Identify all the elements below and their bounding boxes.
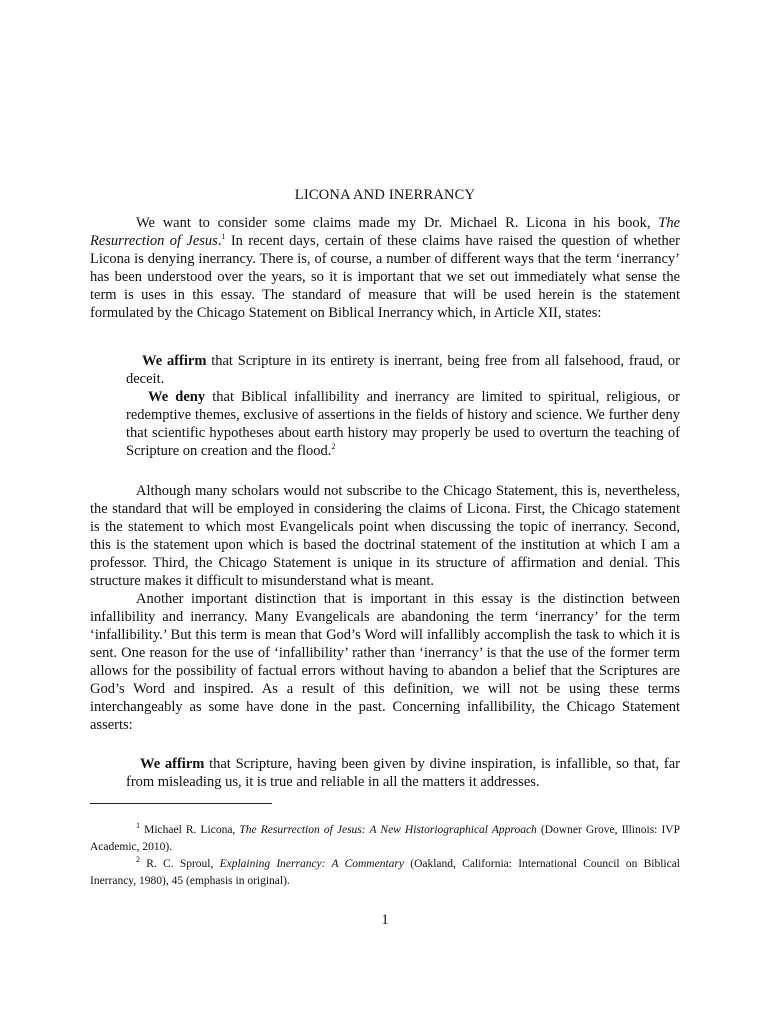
page-title: LICONA AND INERRANCY [294, 187, 476, 203]
block-quote-1 [126, 352, 680, 460]
footnote-2 [90, 856, 680, 890]
paragraphs-2-3 [90, 482, 680, 734]
footnote-1-title: The Resurrection of Jesus: A New Historiographical Approach [239, 824, 537, 836]
page-number: 1 [381, 912, 389, 928]
footnote-2-title: Explaining Inerrancy: A Commentary [219, 858, 404, 870]
footnote-ref-1[interactable]: 1 [221, 232, 226, 242]
paragraph-2: Although many scholars would not subscribe to the Chicago Statement, this is, nevertheless, the standard that will be employed in considering the claims of Licona. First, the Chicago statement is the statement to which most Evangelicals point when discussing the topic of inerrancy. Second, this is the statement upon which is based the doctrinal statement of the institution at which I am a professor. Third, the Chicago Statement is unique in its structure of affirmation and denial. This structure makes it difficult to misunderstand what is meant. [90, 483, 680, 589]
footnote-1-number: 1 [136, 821, 140, 831]
footnote-1-text-b: (Downer Grove, Illinois: IVP Academic, 2010). [90, 824, 680, 853]
para1-text-c: In recent days, certain of these claims have raised the question of whether Licona is denying inerrancy. There is, of course, a number of different ways that the term ‘inerrancy’ has been understood over the years, so it is important that we set out immediately what sense the term is uses in this essay. The standard of measure that will be used herein is the statement formulated by the Chicago Statement on Biblical Inerrancy which, in Article XII, states: [90, 233, 680, 321]
footnote-2-text-a: R. C. Sproul, [140, 858, 220, 870]
affirm-label-2: We affirm [140, 756, 205, 772]
affirm-text: that Scripture in its entirety is inerrant, being free from all falsehood, fraud, or deceit. [126, 353, 680, 387]
para1-text-a: We want to consider some claims made my Dr. Michael R. Licona in his book, [136, 215, 659, 231]
block-quote-2 [126, 755, 680, 791]
para1-period: . [217, 233, 222, 249]
footnote-divider [90, 803, 272, 804]
deny-label: We deny [148, 389, 206, 405]
affirm-text-2: that Scripture, having been given by divine inspiration, is infallible, so that, far from misleading us, it is true and reliable in all the matters it addresses. [126, 756, 681, 790]
footnote-ref-2[interactable]: 2 [331, 442, 336, 452]
footnote-1 [90, 822, 680, 856]
affirm-label: We affirm [142, 353, 207, 369]
footnote-1-text-a: Michael R. Licona, [140, 824, 240, 836]
paragraph-3: Another important distinction that is important in this essay is the distinction between infallibility and inerrancy. Many Evangelicals are abandoning the term ‘inerrancy’ for the term ‘infallibility.’ But this term is mean that God’s Word will infallibly accomplish the task to which it is sent. One reason for the use of ‘infallibility’ rather than ‘inerrancy’ is that the use of the former term allows for the possibility of factual errors without having to abandon a belief that the Scriptures are God’s Word and inspired. As a result of this definition, we will not be using these terms interchangeably as some have done in the past. Concerning infallibility, the Chicago Statement asserts: [90, 591, 680, 733]
paragraph-1 [90, 214, 680, 322]
deny-text: that Biblical infallibility and inerrancy are limited to spiritual, religious, or redemptive themes, exclusive of assertions in the fields of history and science. We further deny that scientific hypotheses about earth history may properly be used to overturn the teaching of Scripture on creation and the flood. [126, 389, 680, 459]
footnotes [90, 822, 680, 890]
footnote-2-text-b: (Oakland, California: International Council on Biblical Inerrancy, 1980), 45 (emphasis in original). [90, 858, 681, 887]
footnote-2-number: 2 [136, 855, 140, 865]
book-title: The Resurrection of Jesus [90, 215, 680, 249]
